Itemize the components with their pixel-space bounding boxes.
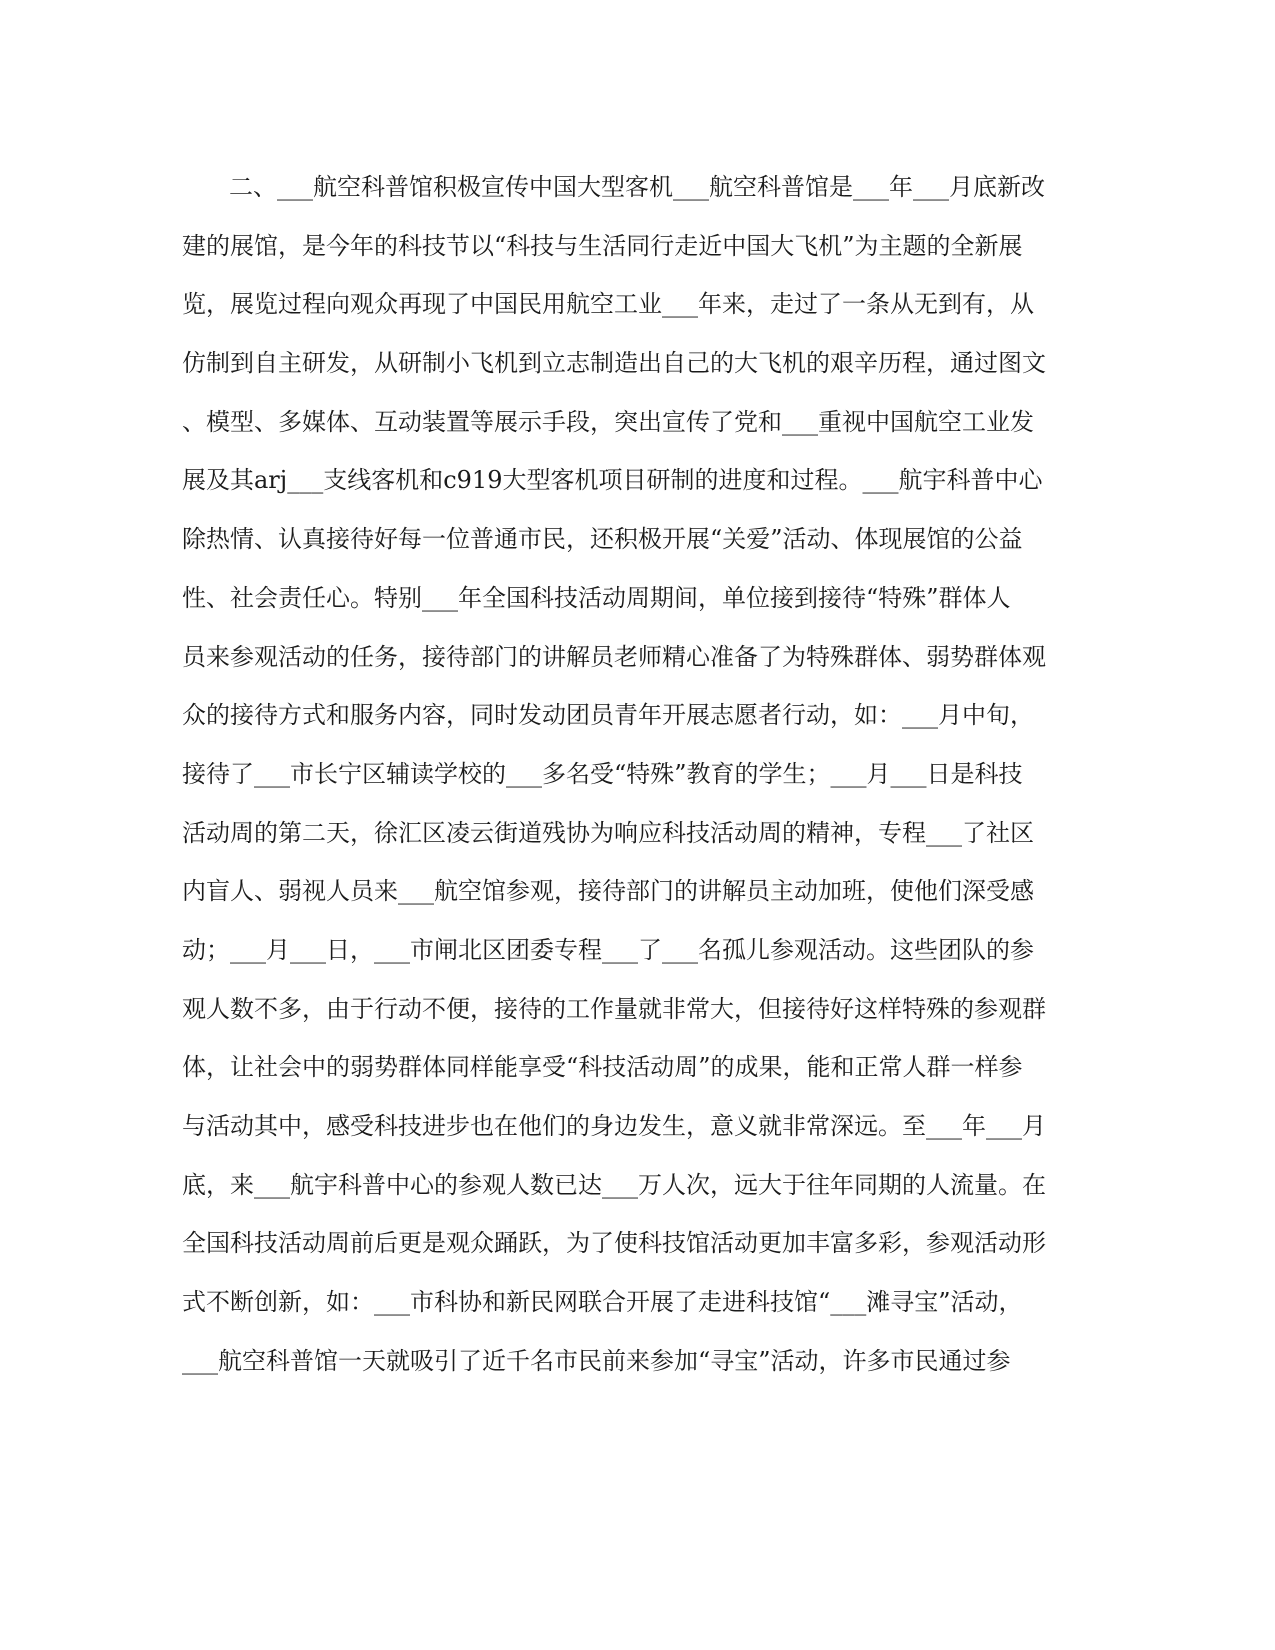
body-paragraph xyxy=(182,167,1082,1399)
paragraph-line: 动；___月___日，___市闸北区团委专程___了___名孤儿参观活动。这些团队的参 xyxy=(182,935,1034,964)
paragraph-line: 除热情、认真接待好每一位普通市民，还积极开展“关爱”活动、体现展馆的公益 xyxy=(182,525,1023,554)
paragraph-line: 底，来___航宇科普中心的参观人数已达___万人次，远大于往年同期的人流量。在 xyxy=(182,1170,1046,1199)
paragraph-line: 仿制到自主研发，从研制小飞机到立志制造出自己的大飞机的艰辛历程，通过图文 xyxy=(182,349,1046,378)
paragraph-line: 观人数不多，由于行动不便，接待的工作量就非常大，但接待好这样特殊的参观群 xyxy=(182,994,1046,1023)
paragraph-line: 式不断创新，如：___市科协和新民网联合开展了走进科技馆“___滩寻宝”活动， xyxy=(182,1288,1023,1317)
paragraph-line: 建的展馆，是今年的科技节以“科技与生活同行走近中国大飞机”为主题的全新展 xyxy=(182,231,1023,260)
paragraph-line: 展及其arj___支线客机和c919大型客机项目研制的进度和过程。___航宇科普中心 xyxy=(182,466,1043,495)
paragraph-line: 、模型、多媒体、互动装置等展示手段，突出宣传了党和___重视中国航空工业发 xyxy=(182,407,1034,436)
paragraph-line: 体，让社会中的弱势群体同样能享受“科技活动周”的成果，能和正常人群一样参 xyxy=(182,1053,1023,1082)
paragraph-line: 众的接待方式和服务内容，同时发动团员青年开展志愿者行动，如：___月中旬， xyxy=(182,701,1034,730)
paragraph-line: 员来参观活动的任务，接待部门的讲解员老师精心准备了为特殊群体、弱势群体观 xyxy=(182,642,1046,671)
paragraph-line: 接待了___市长宁区辅读学校的___多名受“特殊”教育的学生；___月___日是科技 xyxy=(182,759,1023,788)
paragraph-line: 与活动其中，感受科技进步也在他们的身边发生，意义就非常深远。至___年___月 xyxy=(182,1112,1046,1140)
paragraph-line: ___航空科普馆一天就吸引了近千名市民前来参加“寻宝”活动，许多市民通过参 xyxy=(182,1346,1011,1375)
paragraph-line: 二、___航空科普馆积极宣传中国大型客机___航空科普馆是___年___月底新改 xyxy=(229,173,1045,201)
paragraph-line: 活动周的第二天，徐汇区凌云街道残协为响应科技活动周的精神，专程___了社区 xyxy=(182,818,1034,847)
paragraph-line: 全国科技活动周前后更是观众踊跃，为了使科技馆活动更加丰富多彩，参观活动形 xyxy=(182,1229,1046,1258)
paragraph-line: 性、社会责任心。特别___年全国科技活动周期间，单位接到接待“特殊”群体人 xyxy=(182,583,1011,612)
paragraph-line: 览，展览过程向观众再现了中国民用航空工业___年来，走过了一条从无到有，从 xyxy=(182,290,1034,319)
paragraph-line: 内盲人、弱视人员来___航空馆参观，接待部门的讲解员主动加班，使他们深受感 xyxy=(182,877,1034,906)
